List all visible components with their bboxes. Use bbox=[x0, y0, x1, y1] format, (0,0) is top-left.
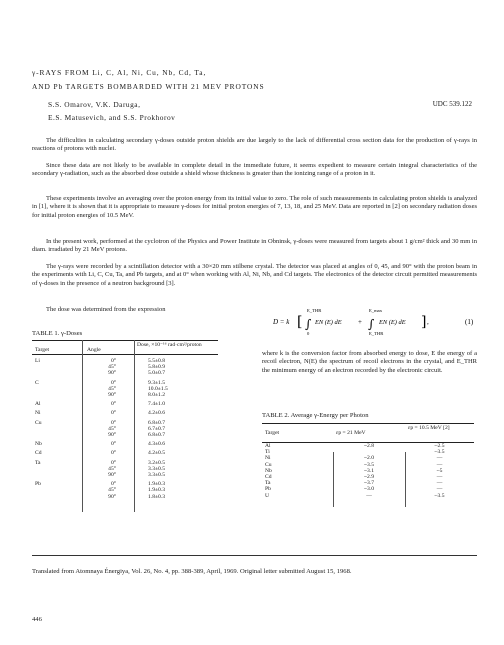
table2-target-cell: Nb bbox=[265, 467, 272, 474]
formula-lower-limit-1: 0 bbox=[307, 331, 310, 336]
table1-angle-cell: 90° bbox=[108, 472, 116, 479]
table1-angle-cell: 45° bbox=[108, 385, 116, 392]
formula-integral-1: ∫ bbox=[305, 317, 312, 331]
table1-header-target: Target bbox=[32, 341, 84, 355]
table1-row bbox=[32, 447, 218, 456]
formula-lower-limit-2: E_THR bbox=[369, 331, 384, 336]
table1-angle-cell: 0° bbox=[110, 481, 116, 488]
table2-divider-1 bbox=[333, 452, 334, 507]
table1-dose-cell: 4.2±0.5 bbox=[148, 450, 166, 457]
table2-row bbox=[262, 443, 474, 450]
formula-number: (1) bbox=[465, 318, 474, 326]
table1-dose-cell: 3.3±0.5 bbox=[148, 472, 166, 479]
table2-21mev-cell: ~2.0 bbox=[363, 455, 375, 462]
table2-target-cell: Cd bbox=[265, 474, 272, 481]
table2-21mev-cell: ~2.8 bbox=[363, 443, 375, 449]
table1-row bbox=[32, 438, 218, 447]
paragraph-7: where k is the conversion factor from absorbed energy to dose, E the energy of a recoil electron, N(E) the spectrum of recoil electrons in the crystal, and E_THR the minimum energy of an electron recorded by the electronic circuit. bbox=[262, 350, 477, 374]
table2-21mev-cell: ~3.0 bbox=[363, 486, 375, 493]
table1-row bbox=[32, 407, 218, 416]
paragraph-1: The difficulties in calculating secondary γ-doses outside proton shields are due largely to the lack of differential cross section data for the production of γ-rays in reactions of protons with nuclei. bbox=[32, 137, 477, 153]
table1-angle-cell: 90° bbox=[108, 370, 116, 377]
table1-caption: TABLE 1. γ-Doses bbox=[32, 330, 83, 337]
table2-21mev-cell: ~3.1 bbox=[363, 467, 375, 474]
table2-10mev-cell: — bbox=[436, 474, 443, 481]
table1-angle-cell: 45° bbox=[108, 465, 116, 472]
table2-target-cell: Ti bbox=[265, 449, 270, 456]
table1-angle-cell: 90° bbox=[108, 392, 116, 399]
footer-rule bbox=[32, 555, 477, 556]
table2-divider-2 bbox=[405, 452, 406, 507]
table1-divider-2 bbox=[134, 340, 135, 512]
table2-target-cell: Cu bbox=[265, 461, 272, 468]
table1-row bbox=[32, 398, 218, 407]
table1-angle-cell: 45° bbox=[108, 487, 116, 494]
formula-upper-limit-2: E_max bbox=[369, 308, 383, 313]
table2-target-cell: Al bbox=[265, 443, 271, 449]
table1-angle-cell: 0° bbox=[110, 419, 116, 426]
table1-dose-cell: 5.0±0.7 bbox=[148, 370, 166, 377]
table2-10mev-cell: ~3.5 bbox=[434, 492, 445, 499]
table1-dose-cell: 1.9±0.3 bbox=[148, 481, 166, 488]
table1-target-cell: Nb bbox=[35, 441, 42, 448]
table1-target-cell: Li bbox=[35, 358, 40, 364]
paragraph-2: Since these data are not likely to be available in complete detail in the immediate future, it seems expedient to measure certain integral characteristics of the secondary γ-radiation, such as the absorbed dose outside a shield whose thickness is greater than the ionizing range of a proton in it. bbox=[32, 162, 477, 178]
table2-10mev-cell: ~2.5 bbox=[434, 443, 445, 449]
table1-target-cell: Ni bbox=[35, 410, 41, 417]
table1-row bbox=[32, 494, 218, 500]
table1-dose-cell: 7.4±1.0 bbox=[148, 401, 166, 408]
table2-10mev-cell: — bbox=[436, 486, 443, 493]
table1-angle-cell: 0° bbox=[110, 441, 116, 448]
table2 bbox=[262, 423, 474, 499]
formula-upper-limit-1: E_THR bbox=[307, 308, 322, 313]
table1-angle-cell: 45° bbox=[108, 425, 116, 432]
paragraph-4: In the present work, performed at the cyclotron of the Physics and Power Institute in Obninsk, γ-doses were measured from targets about 1 g/cm² thick and 30 mm in diam. irradiated by 21 MeV protons. bbox=[32, 238, 477, 254]
table1-row bbox=[32, 417, 218, 426]
table1-angle-cell: 0° bbox=[110, 410, 116, 417]
udc-code: UDC 539.122 bbox=[432, 100, 472, 108]
table1-target-cell: C bbox=[35, 379, 39, 386]
formula-integrand-1: EN (E) dE bbox=[315, 319, 342, 326]
formula-integral-2: ∫ bbox=[368, 317, 375, 331]
table1-dose-cell: 4.3±0.6 bbox=[148, 441, 166, 448]
table1-target-cell: Cu bbox=[35, 419, 42, 426]
table1-dose-cell: 9.3±1.5 bbox=[148, 379, 166, 386]
table2-header-row bbox=[262, 424, 474, 443]
table1-dose-cell: 10.0±1.5 bbox=[148, 385, 168, 392]
table2-target-cell: Ni bbox=[265, 455, 271, 462]
formula-lhs: D = k bbox=[273, 318, 290, 326]
table2-21mev-cell: — bbox=[366, 492, 372, 499]
dose-formula bbox=[273, 306, 477, 336]
table2-header-10mev: εp = 10.5 MeV [2] bbox=[405, 424, 474, 443]
table1-dose-cell: 1.8±0.3 bbox=[148, 493, 166, 500]
table1-target-cell: Pb bbox=[35, 481, 41, 488]
table2-row bbox=[262, 493, 474, 499]
table1-dose-cell: 5.5±0.8 bbox=[148, 358, 166, 364]
formula-bracket-left: [ bbox=[297, 314, 303, 330]
formula-integrand-2: EN (E) dE bbox=[379, 319, 406, 326]
table2-21mev-cell: ~2.9 bbox=[363, 474, 375, 481]
paragraph-6: The dose was determined from the expression bbox=[46, 306, 166, 313]
table1-divider-1 bbox=[82, 340, 83, 512]
table1-header-angle: Angle bbox=[84, 341, 134, 355]
paragraph-5: The γ-rays were recorded by a scintillation detector with a 30×20 mm stilbene crystal. The detector was placed at angles of 0, 45, and 90° with the proton beam in the experiments with Li, C, Cu, Ta, and Pb targets, and at 0° when working with Al, Ni, Nb, and Cd targets. The electronics of the detector circuit permitted measurements of γ-doses in the presence of a neutron background [3]. bbox=[32, 263, 477, 287]
table1-target-cell: Cd bbox=[35, 450, 42, 457]
table1-row bbox=[32, 377, 218, 386]
formula-plus: + bbox=[358, 318, 362, 326]
table2-10mev-cell: ~3.5 bbox=[434, 449, 445, 456]
table1-target-cell: Ta bbox=[35, 459, 41, 466]
table2-10mev-cell: — bbox=[436, 461, 443, 468]
table1-target-cell bbox=[32, 494, 84, 500]
table2-header-21mev: εp = 21 MeV bbox=[333, 424, 405, 443]
table1-dose-cell: 6.8±0.7 bbox=[148, 419, 166, 426]
table1-angle-cell: 45° bbox=[108, 364, 116, 371]
translation-note: Translated from Atomnaya Énergiya, Vol. 26, No. 4, pp. 388-389, April, 1969. Original letter submitted August 15, 1968. bbox=[32, 568, 352, 575]
table2-10mev-cell: ~5 bbox=[436, 467, 443, 474]
table1-header-row bbox=[32, 341, 218, 355]
table1-header-dose: Dose, ×10⁻¹⁶ rad·cm²/proton bbox=[134, 341, 218, 355]
table1-dose-cell: 4.2±0.6 bbox=[148, 410, 166, 417]
table2-10mev-cell: — bbox=[436, 480, 443, 487]
table1-angle-cell: 0° bbox=[110, 450, 116, 457]
table2-target-cell: Pb bbox=[265, 486, 271, 493]
table1-dose-cell: 5.8±0.9 bbox=[148, 364, 166, 371]
table2-target-cell: Ta bbox=[265, 480, 271, 487]
authors-line-2: E.S. Matusevich, and S.S. Prokhorov bbox=[48, 113, 176, 122]
table1-row bbox=[32, 355, 218, 365]
table1-dose-cell: 1.9±0.3 bbox=[148, 487, 166, 494]
article-title-line-1: γ-RAYS FROM Li, C, Al, Ni, Cu, Nb, Cd, Ta, bbox=[32, 68, 207, 77]
table2-21mev-cell: ~3.5 bbox=[363, 461, 375, 468]
table1-angle-cell: 90° bbox=[108, 493, 116, 500]
table2-target-cell: U bbox=[265, 492, 270, 499]
table1-dose-cell: 6.8±0.7 bbox=[148, 432, 166, 439]
table1-angle-cell: 0° bbox=[110, 401, 116, 408]
table1-row bbox=[32, 457, 218, 466]
table1-dose-cell: 8.0±1.2 bbox=[148, 392, 166, 399]
table2-21mev-cell: ~3.7 bbox=[363, 480, 375, 487]
authors-line-1: S.S. Omarov, V.K. Daruga, bbox=[48, 100, 141, 109]
table1 bbox=[32, 340, 218, 500]
formula-comma: , bbox=[427, 318, 429, 326]
table1-dose-cell: 6.7±0.7 bbox=[148, 425, 166, 432]
table2-header-target: Target bbox=[262, 424, 333, 443]
table1-dose-cell: 3.3±0.5 bbox=[148, 465, 166, 472]
table1-target-cell: Al bbox=[35, 401, 41, 408]
table2-10mev-cell: — bbox=[436, 455, 443, 462]
article-title-line-2: AND Pb TARGETS BOMBARDED WITH 21 MEV PROTONS bbox=[32, 82, 265, 91]
table1-angle-cell: 0° bbox=[110, 358, 116, 364]
table1-row bbox=[32, 478, 218, 487]
table1-dose-cell: 3.2±0.5 bbox=[148, 459, 166, 466]
page-number: 446 bbox=[32, 616, 42, 623]
paragraph-3: These experiments involve an averaging over the proton energy from its initial value to zero. The role of such measurements in calculating proton shields is analyzed in [1], where it is shown that it is appropriate to measure γ-doses for initial proton energies of 7, 13, 18, and 25 MeV. Data are reported in [2] on secondary radiation doses for initial proton energies of 10.5 MeV. bbox=[32, 195, 477, 219]
table2-caption: TABLE 2. Average γ-Energy per Photon bbox=[262, 412, 369, 419]
table1-angle-cell: 0° bbox=[110, 459, 116, 466]
table1-angle-cell: 0° bbox=[110, 379, 116, 386]
formula-bracket-right: ] bbox=[421, 314, 427, 330]
table1-angle-cell: 90° bbox=[108, 432, 116, 439]
